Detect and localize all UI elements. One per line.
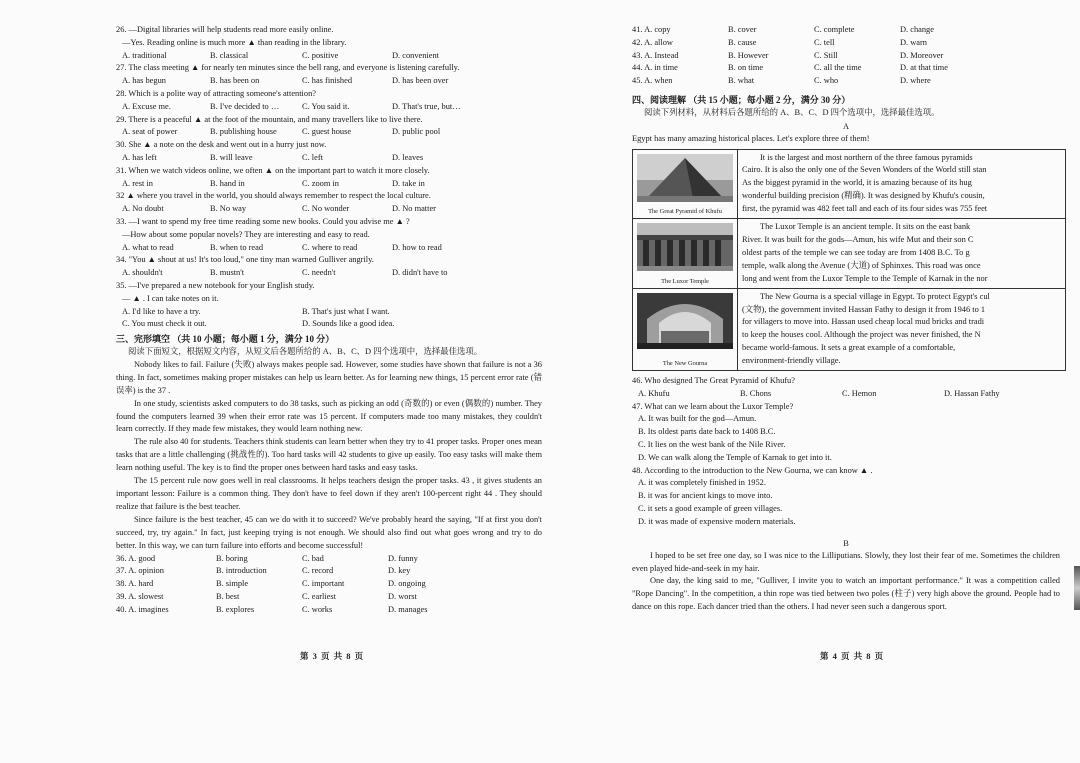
option: D. take in — [392, 178, 425, 188]
option: 42. A. allow — [632, 37, 673, 47]
option-row — [116, 591, 542, 604]
option: C. It lies on the west bank of the Nile River. — [638, 440, 786, 450]
passage-a-label: A — [842, 121, 850, 131]
question-48 — [632, 465, 1060, 529]
passage-paragraph: Since failure is the best teacher, 45 can we do with it to succeed? We've probably heard the saying, "If at first you don't succeed, try, try again." In fact, just keeping trying is not enough. We should also find out what goes wrong and try to do better. In this way, we can turn failure into efforts and become successful! — [116, 514, 542, 550]
option: B. what — [728, 76, 755, 86]
description-line: The New Gourna is a special village in Egypt. To protect Egypt's cul — [760, 291, 990, 301]
option: C. You must check it out. — [122, 319, 207, 329]
pyramid-image — [637, 154, 733, 202]
option: D. convenient — [392, 50, 439, 60]
description-line: As the biggest pyramid in the world, it is amazing because of its hug — [742, 178, 972, 188]
description-line: The Luxor Temple is an ancient temple. It sits on the east bank — [760, 222, 971, 232]
question-stem: — ▲ . I can take notes on it. — [122, 293, 219, 303]
page-edge-shadow — [1074, 566, 1080, 610]
page-number: 第 4 页 共 8 页 — [820, 651, 885, 661]
question-stem: 31. When we watch videos online, we often ▲ on the important part to watch it more closely. — [116, 165, 430, 175]
option-row — [632, 62, 1060, 75]
cloze-options-41-45 — [632, 24, 1060, 88]
question-47 — [632, 401, 1060, 465]
temple-image — [637, 223, 733, 271]
option: D. funny — [388, 553, 418, 563]
village-image — [637, 293, 733, 349]
passage-b — [632, 550, 1060, 615]
question-35 — [116, 280, 542, 331]
option: 38. A. hard — [116, 579, 154, 589]
option: D. manages — [388, 604, 428, 614]
table-row — [633, 288, 1066, 370]
option: D. worst — [388, 591, 417, 601]
option: C. who — [814, 76, 839, 86]
village-image-cell — [633, 288, 738, 370]
question-item — [116, 139, 542, 165]
option: C. important — [302, 579, 345, 589]
option: C. No wonder — [302, 204, 350, 214]
question-options — [116, 203, 542, 216]
option: B. boring — [216, 553, 248, 563]
description-line: (文物), the government invited Hassan Fathy to design it from 1946 to 1 — [742, 304, 986, 314]
option: C. bad — [302, 553, 324, 563]
option: D. change — [900, 25, 934, 34]
option: B. introduction — [216, 566, 267, 576]
question-stem: 34. "You ▲ shout at us! It's too loud," one tiny man warned Gulliver angrily. — [116, 255, 374, 265]
option: D. didn't have to — [392, 268, 448, 278]
question-item — [116, 24, 542, 62]
option: C. all the time — [814, 63, 862, 73]
option: A. rest in — [122, 178, 153, 188]
option: C. You said it. — [302, 101, 350, 111]
section-3-title: 三、完形填空 （共 10 小题；每小题 1 分，满分 10 分） — [116, 334, 335, 345]
option: 43. A. Instead — [632, 50, 679, 60]
option: B. will leave — [210, 152, 253, 162]
cloze-options-36-40 — [116, 553, 542, 617]
option: D. at that time — [900, 63, 948, 73]
passage-a-intro: Egypt has many amazing historical places. Let's explore three of them! — [632, 133, 870, 143]
question-46 — [632, 375, 1060, 401]
table-row — [633, 149, 1066, 219]
option: C. earliest — [302, 591, 336, 601]
option: D. We can walk along the Temple of Karnak to get into it. — [638, 452, 832, 462]
question-stem: 47. What can we learn about the Luxor Temple? — [632, 401, 794, 411]
question-options — [116, 101, 542, 114]
option: B. Chons — [740, 388, 772, 398]
option: D. it was made of expensive modern materials. — [638, 516, 796, 526]
question-options — [116, 50, 542, 63]
option: B. hand in — [210, 178, 245, 188]
option: D. how to read — [392, 242, 442, 252]
option: C. needn't — [302, 268, 336, 278]
section-4-instructions: 阅读下列材料，从材料后各题所给的 A、B、C、D 四个选项中，选择最佳选项。 — [644, 107, 940, 117]
question-options — [116, 242, 542, 255]
question-options — [116, 267, 542, 280]
passage-paragraph: The rule also 40 for students. Teachers think students can learn better when they try to 41 proper tasks. Proper ones mean tasks that are a little challenging (挑战性的). Too hard tasks will 42 students to give up easily. Too easy tasks will make them learn nothing useful. The key is to find the proper ones between hard tasks and easy tasks. — [116, 437, 542, 473]
description-line: became world-famous. It sets a great example of a comfortable, — [742, 343, 956, 353]
question-item — [116, 254, 542, 280]
temple-image-cell — [633, 219, 738, 289]
option: C. left — [302, 152, 323, 162]
option: 44. A. in time — [632, 63, 678, 73]
option: B. cause — [728, 37, 757, 47]
question-item — [116, 216, 542, 254]
option-row — [116, 578, 542, 591]
option: D. public pool — [392, 127, 441, 137]
description-line: Cairo. It is also the only one of the Seven Wonders of the World still stan — [742, 165, 987, 175]
option: D. Hassan Fathy — [944, 388, 1000, 398]
option: B. However — [728, 50, 769, 60]
question-options — [116, 75, 542, 88]
description-line: It is the largest and most northern of the three famous pyramids — [760, 152, 973, 162]
description-line: oldest parts of the temple we can see today are from 1408 B.C. To g — [742, 247, 970, 257]
option: B. publishing house — [210, 127, 277, 137]
description-line: to keep the houses cool. Although the project was never finished, the N — [742, 330, 981, 340]
option: A. has left — [122, 152, 157, 162]
option: A. I'd like to have a try. — [122, 306, 201, 316]
section-4-title: 四、阅读理解 （共 15 小题；每小题 2 分，满分 30 分） — [632, 94, 851, 105]
option: B. That's just what I want. — [302, 306, 390, 316]
passage-paragraph: One day, the king said to me, "Gulliver, I invite you to watch an important performance." It was a competition called "Rope Dancing". In the competition, a thin rope was tied between two poles (柱子) very high above the ground. People had to dance on this rope. Each dancer tried than the others. I had never seen such a dangerous sport. — [632, 576, 1060, 612]
option: C. Still — [814, 50, 838, 60]
table-row — [633, 219, 1066, 289]
option: A. what to read — [122, 242, 174, 252]
option: D. No matter — [392, 204, 436, 214]
option: 40. A. imagines — [116, 604, 169, 614]
option: A. has begun — [122, 76, 166, 86]
option: B. mustn't — [210, 268, 245, 278]
question-item — [116, 190, 542, 216]
option: B. explores — [216, 604, 255, 614]
left-column — [116, 24, 542, 617]
option: B. best — [216, 591, 240, 601]
description-line: long and went from the Luxor Temple to the Temple of Karnak in the nor — [742, 273, 988, 283]
question-options — [116, 306, 542, 319]
option: A. Khufu — [638, 388, 670, 398]
option: C. zoom in — [302, 178, 339, 188]
option-row — [116, 565, 542, 578]
option: D. ongoing — [388, 579, 426, 589]
place-description — [738, 288, 1066, 370]
passage-paragraph: Nobody likes to fail. Failure (失败) always makes people sad. However, some studies have shown that failure is not a 36 thing. In fact, sometimes making proper mistakes can help us learn better. As for learning new things, 15 percent error rate (错误率) is the 37 . — [116, 359, 542, 395]
question-stem: 29. There is a peaceful ▲ at the foot of the mountain, and many travellers like to live there. — [116, 114, 423, 124]
passage-b-label: B — [843, 538, 849, 548]
description-line: environment-friendly village. — [742, 356, 841, 366]
option: A. It was built for the god—Amun. — [638, 414, 757, 424]
question-stem: 35. —I've prepared a new notebook for your English study. — [116, 280, 315, 290]
option: A. shouldn't — [122, 268, 163, 278]
option: C. has finished — [302, 76, 353, 86]
option: B. on time — [728, 63, 764, 73]
option: B. cover — [728, 25, 757, 34]
passage-paragraph: In one study, scientists asked computers to do 38 tasks, such as picking an odd (奇数的) or even (偶数的) number. They found the computers learned 39 when their error rate was 15 percent. If computers made too many mistakes, they couldn't learn correctly. If they made few mistakes, they would learn nothing new. — [116, 398, 542, 434]
option: 41. A. copy — [632, 25, 671, 34]
option: C. tell — [814, 37, 835, 47]
question-stem: 46. Who designed The Great Pyramid of Khufu? — [632, 376, 795, 386]
question-options — [116, 318, 542, 331]
description-line: for villagers to move into. Hassan used cheap local mud bricks and tradi — [742, 317, 985, 327]
option: B. it was for ancient kings to move into. — [638, 491, 773, 501]
page-number: 第 3 页 共 8 页 — [300, 651, 365, 661]
option: 39. A. slowest — [116, 591, 164, 601]
option: B. when to read — [210, 242, 264, 252]
cloze-passage — [116, 359, 542, 553]
question-options — [116, 178, 542, 191]
option: A. traditional — [122, 50, 167, 60]
pyramid-image-cell — [633, 149, 738, 219]
question-stem: 32 ▲ where you travel in the world, you should always remember to respect the local culture. — [116, 191, 431, 201]
option: B. has been on — [210, 76, 260, 86]
question-stem: —Yes. Reading online is much more ▲ than reading in the library. — [122, 37, 347, 47]
question-item — [116, 165, 542, 191]
option-row — [632, 24, 1060, 37]
option: D. has been over — [392, 76, 449, 86]
question-item — [116, 88, 542, 114]
description-line: temple, walk along the Avenue (大道) of Sphinxes. This road was once — [742, 260, 981, 270]
question-item — [116, 114, 542, 140]
option: C. guest house — [302, 127, 352, 137]
option: 37. A. opinion — [116, 566, 164, 576]
question-stem: —How about some popular novels? They are interesting and easy to read. — [122, 229, 370, 239]
option: D. Sounds like a good idea. — [302, 319, 395, 329]
option: D. key — [388, 566, 411, 576]
option: B. No way — [210, 204, 247, 214]
description-line: River. It was built for the gods—Amun, his wife Mut and their son C — [742, 235, 974, 245]
question-item — [116, 62, 542, 88]
multiple-choice-questions — [116, 24, 542, 280]
option: D. where — [900, 76, 931, 86]
option: D. Moreover — [900, 50, 944, 60]
description-line: first, the pyramid was 482 feet tall and each of its four sides was 755 feet — [742, 204, 988, 214]
option: C. complete — [814, 25, 855, 34]
option: B. Its oldest parts date back to 1408 B.C. — [638, 427, 776, 437]
option: C. Hemon — [842, 388, 877, 398]
option: 36. A. good — [116, 553, 156, 563]
option: D. leaves — [392, 152, 424, 162]
option: A. seat of power — [122, 127, 178, 137]
option: 45. A. when — [632, 76, 673, 86]
option-row — [632, 75, 1060, 88]
question-options — [116, 152, 542, 165]
passage-paragraph: The 15 percent rule now goes well in real classrooms. It helps teachers design the proper tasks. 43 , it gives students an important lesson: Failure is a common thing. They don't have to feel down if they aren't 100-percent right 44 . They should realize that failure is the best teacher. — [116, 476, 542, 511]
option: D. That's true, but… — [392, 101, 461, 111]
option: B. simple — [216, 579, 249, 589]
option-row — [116, 553, 542, 566]
option-row — [632, 50, 1060, 63]
places-table — [632, 149, 1066, 372]
question-stem: 33. —I want to spend my free time reading some new books. Could you advise me ▲ ? — [116, 216, 410, 226]
option: A. it was completely finished in 1952. — [638, 478, 766, 488]
image-caption: The Luxor Temple — [661, 277, 709, 285]
right-column — [632, 24, 1060, 614]
question-stem: 30. She ▲ a note on the desk and went out in a hurry just now. — [116, 140, 327, 150]
question-options — [632, 388, 1060, 401]
option: C. it sets a good example of green villages. — [638, 504, 783, 514]
description-line: wonderful building precision (精确). It was designed by Khufu's cousin, — [742, 191, 985, 201]
option: B. classical — [210, 50, 249, 60]
place-description — [738, 219, 1066, 289]
option: C. positive — [302, 50, 339, 60]
passage-paragraph: I hoped to be set free one day, so I was nice to the Lilliputians. Slowly, they lost their fear of me. Sometimes the children even played hide-and-seek in my hair. — [632, 550, 1060, 573]
section-3-instructions: 阅读下面短文，根据短文内容，从短文后各题所给的 A、B、C、D 四个选项中，选择最佳选项。 — [128, 347, 483, 357]
option: C. where to read — [302, 242, 358, 252]
image-caption: The New Gourna — [662, 360, 708, 368]
place-description — [738, 149, 1066, 219]
question-stem: 48. According to the introduction to the New Gourna, we can know ▲ . — [632, 465, 873, 475]
option-row — [632, 37, 1060, 50]
option-row — [116, 604, 542, 617]
image-caption: The Great Pyramid of Khufu — [648, 208, 722, 216]
option: C. record — [302, 566, 334, 576]
option: C. works — [302, 604, 333, 614]
option: D. warn — [900, 37, 927, 47]
option: A. No doubt — [122, 204, 164, 214]
question-stem: 28. Which is a polite way of attracting someone's attention? — [116, 88, 316, 98]
question-options — [116, 126, 542, 139]
question-stem: 26. —Digital libraries will help students read more easily online. — [116, 25, 334, 34]
right-page — [540, 0, 1080, 763]
option: A. Excuse me. — [122, 101, 171, 111]
option: B. I've decided to … — [210, 101, 280, 111]
question-stem: 27. The class meeting ▲ for nearly ten minutes since the bell rang, and everyone is listening carefully. — [116, 63, 460, 73]
